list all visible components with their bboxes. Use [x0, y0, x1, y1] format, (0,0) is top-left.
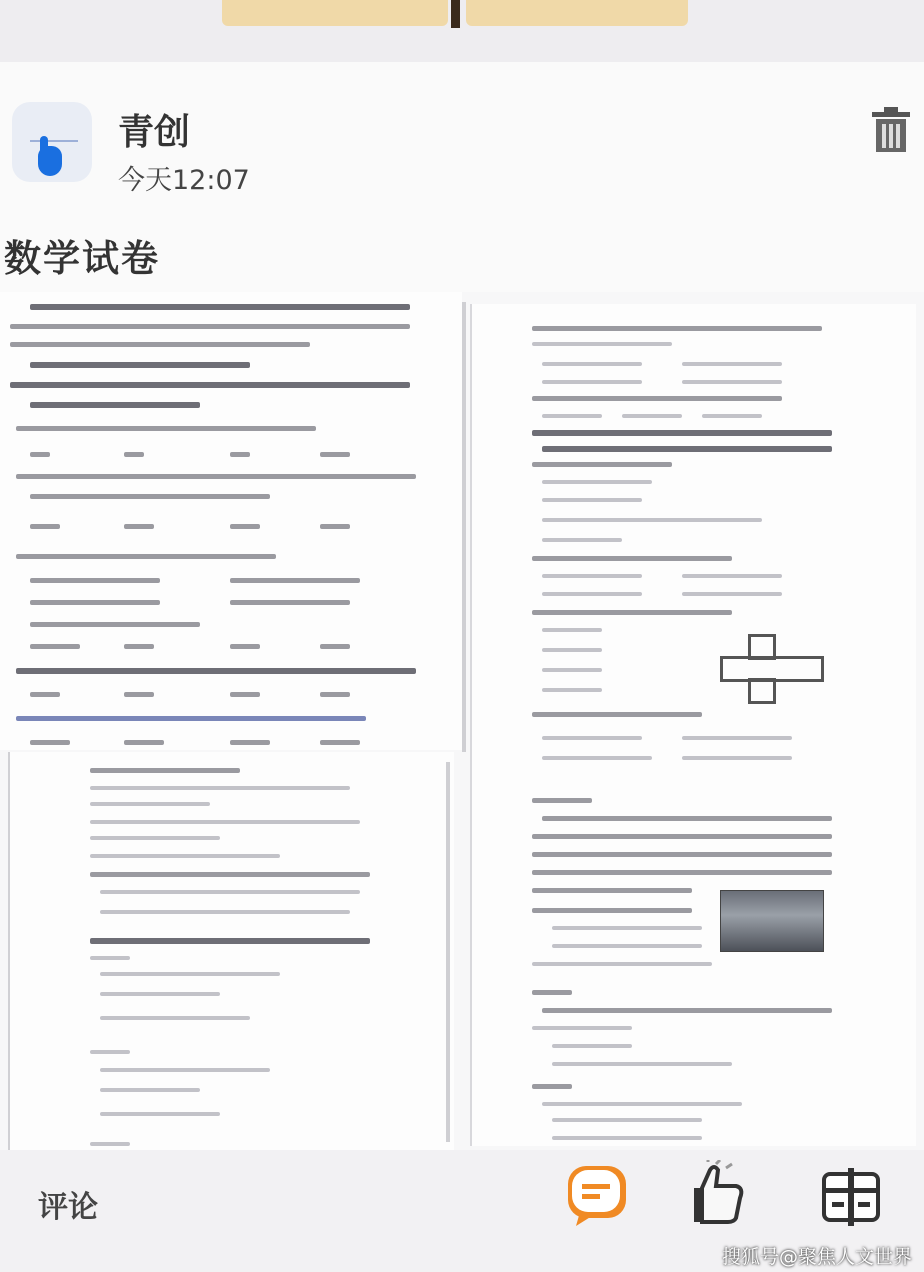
top-strip-left-bar [222, 0, 448, 26]
app-logo-hand [38, 146, 62, 176]
collect-icon[interactable] [820, 1166, 882, 1228]
bottom-action-bar [0, 1150, 924, 1272]
sender-name[interactable]: 青创 [118, 112, 191, 153]
message-title: 数学试卷 [4, 237, 160, 280]
comment-bubble-icon[interactable] [566, 1164, 630, 1228]
exam-page-3 [8, 752, 454, 1150]
top-partial-strip [0, 0, 924, 62]
top-strip-divider [451, 0, 460, 28]
exam-paper-image[interactable] [0, 292, 924, 1150]
watermark: 搜狐号@聚焦人文世界 [722, 1246, 913, 1268]
exam-figure-photo [720, 890, 824, 952]
page-divider-lower [446, 762, 450, 1142]
message-time: 今天12:07 [118, 165, 250, 196]
top-strip-right-bar [466, 0, 688, 26]
exam-page-2 [470, 304, 916, 1146]
page-divider [462, 302, 466, 752]
exam-page-1 [0, 292, 462, 750]
thumbs-up-icon[interactable] [690, 1160, 746, 1226]
app-logo-icon[interactable] [12, 102, 92, 182]
comment-label[interactable]: 评论 [38, 1190, 98, 1225]
trash-icon[interactable] [870, 106, 912, 154]
app-logo-line [30, 140, 78, 142]
